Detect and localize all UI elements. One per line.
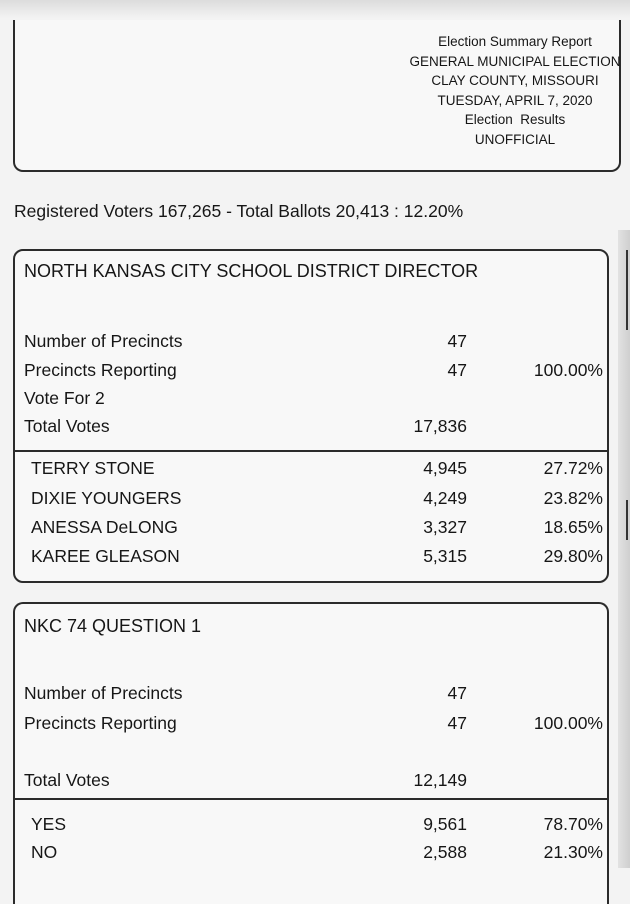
race-question-1 <box>13 602 609 904</box>
option-votes: 2,588 <box>423 842 467 862</box>
report-header <box>13 20 621 172</box>
stat-value: 47 <box>447 683 467 703</box>
turnout-summary: Registered Voters 167,265 - Total Ballots 20,413 : 12.20% <box>14 201 464 221</box>
status-label: UNOFFICIAL <box>474 131 556 147</box>
stat-label: Vote For 2 <box>24 388 105 408</box>
candidate-row <box>15 488 607 512</box>
candidate-row <box>15 842 607 866</box>
stat-label: Precincts Reporting <box>24 713 177 733</box>
candidate-votes: 4,945 <box>423 458 467 478</box>
stat-label: Number of Precincts <box>24 331 183 351</box>
section-divider <box>15 450 607 452</box>
stat-label: Number of Precincts <box>24 683 183 703</box>
results-label: Election Results <box>464 112 566 127</box>
stat-value: 17,836 <box>413 416 467 436</box>
candidate-name: TERRY STONE <box>31 458 155 478</box>
option-name: YES <box>31 814 67 834</box>
top-shadow <box>0 0 630 18</box>
stat-row-precincts <box>15 331 607 355</box>
report-title: Election Summary Report <box>438 34 592 49</box>
stat-row-precincts <box>15 683 607 707</box>
stat-row-reporting <box>15 360 607 384</box>
candidate-percent: 29.80% <box>543 546 603 566</box>
stat-label: Total Votes <box>24 770 110 790</box>
candidate-name: ANESSA DeLONG <box>31 517 178 537</box>
election-date: TUESDAY, APRIL 7, 2020 <box>437 92 593 108</box>
candidate-votes: 4,249 <box>423 488 467 508</box>
option-votes: 9,561 <box>423 814 467 834</box>
section-divider <box>15 798 607 800</box>
election-name: GENERAL MUNICIPAL ELECTION <box>409 53 621 69</box>
candidate-row <box>15 517 607 541</box>
candidate-votes: 3,327 <box>423 517 467 537</box>
candidate-votes: 5,315 <box>423 546 467 566</box>
option-name: NO <box>31 842 58 862</box>
stat-row-reporting <box>15 713 607 737</box>
stat-label: Precincts Reporting <box>24 360 177 380</box>
stat-row-total-votes <box>15 416 607 440</box>
stat-percent: 100.00% <box>533 360 603 380</box>
edge-fragment <box>626 500 630 540</box>
report-header-lines <box>395 32 630 149</box>
stat-label: Total Votes <box>24 416 110 436</box>
candidate-name: DIXIE YOUNGERS <box>31 488 182 508</box>
option-percent: 21.30% <box>543 842 603 862</box>
stat-row-vote-for <box>15 388 607 412</box>
candidate-name: KAREE GLEASON <box>31 546 180 566</box>
next-page-edge <box>618 230 630 868</box>
candidate-percent: 27.72% <box>543 458 603 478</box>
stat-value: 47 <box>447 360 467 380</box>
race-title: NORTH KANSAS CITY SCHOOL DISTRICT DIRECTOR <box>24 261 479 281</box>
stat-value: 47 <box>447 713 467 733</box>
county-name: CLAY COUNTY, MISSOURI <box>431 73 599 88</box>
candidate-percent: 18.65% <box>543 517 603 537</box>
candidate-percent: 23.82% <box>543 488 603 508</box>
stat-value: 47 <box>447 331 467 351</box>
candidate-row <box>15 814 607 838</box>
stat-value: 12,149 <box>413 770 467 790</box>
candidate-row <box>15 458 607 482</box>
race-title: NKC 74 QUESTION 1 <box>24 616 202 636</box>
stat-row-total-votes <box>15 770 607 794</box>
candidate-row <box>15 546 607 570</box>
option-percent: 78.70% <box>543 814 603 834</box>
stat-percent: 100.00% <box>533 713 603 733</box>
edge-fragment <box>626 250 630 330</box>
race-school-director <box>13 249 609 583</box>
